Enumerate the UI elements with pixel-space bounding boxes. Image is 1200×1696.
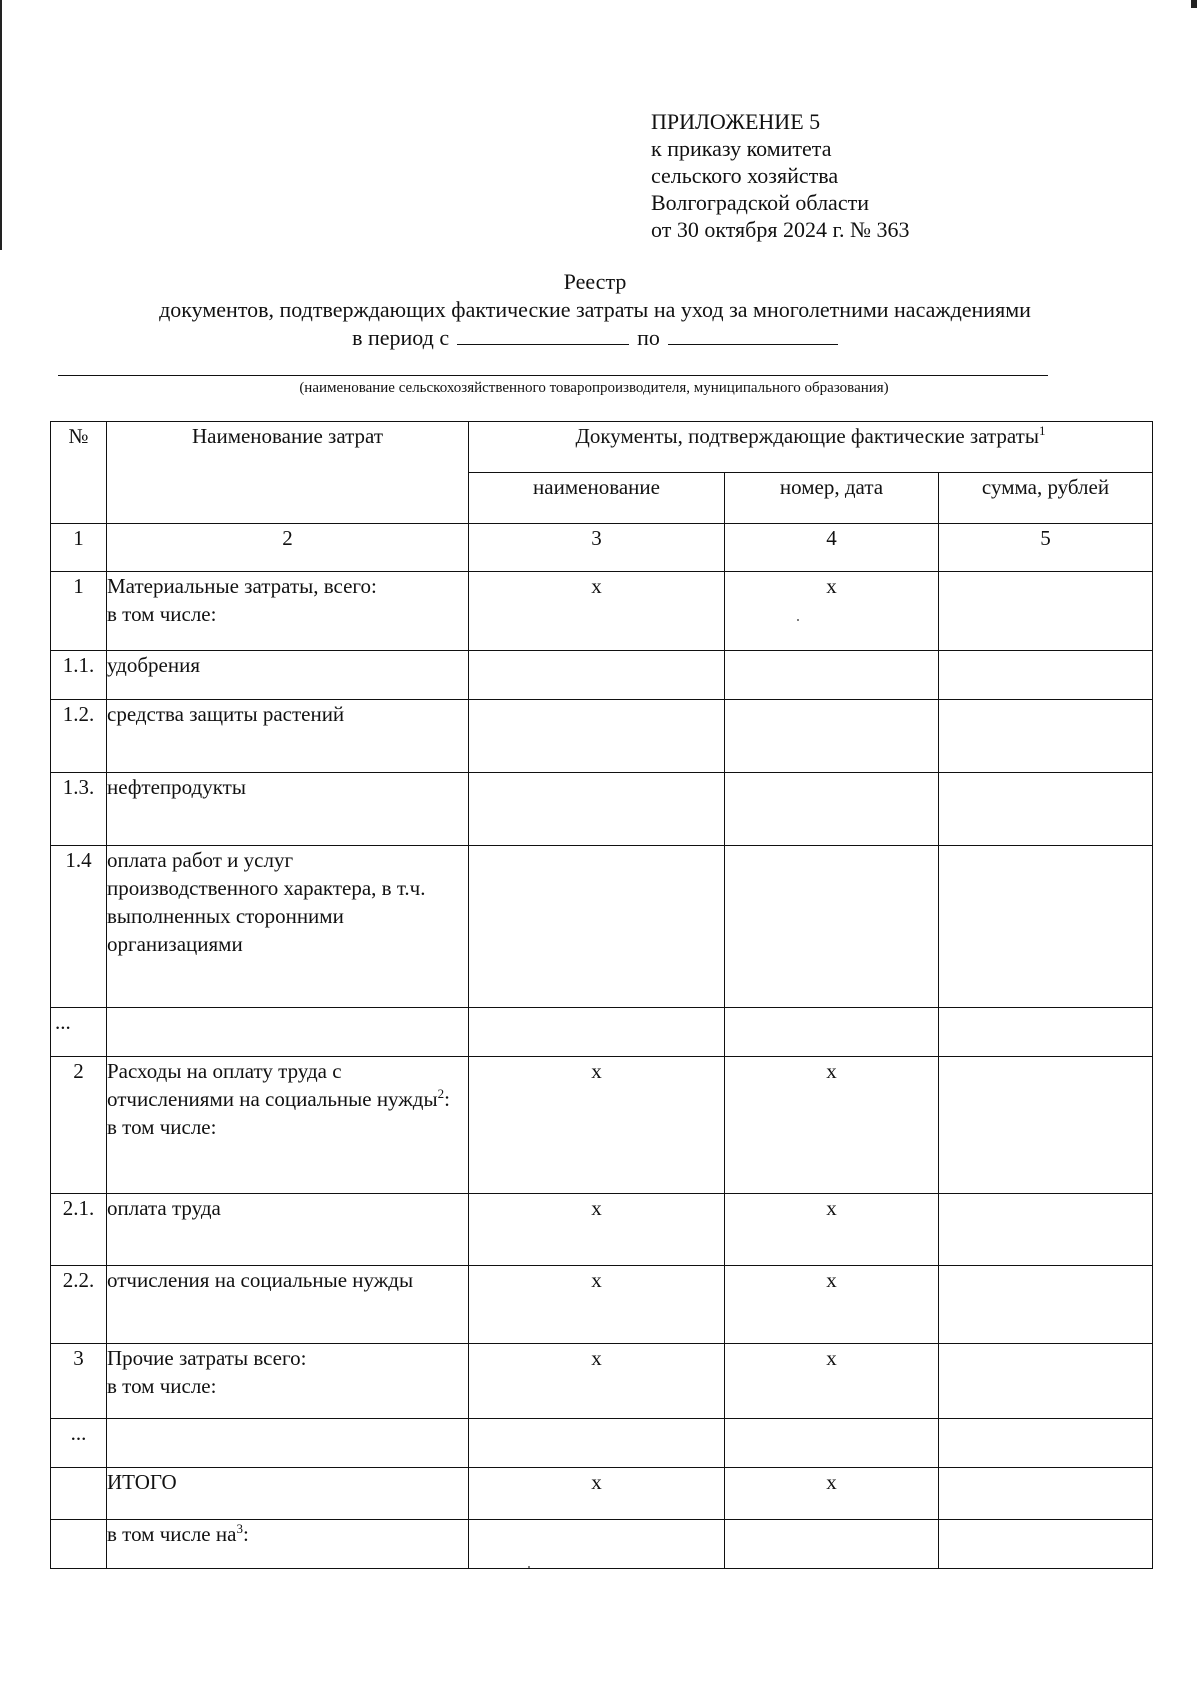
header-cost-name	[107, 422, 469, 524]
header-cost-name-label: Наименование затрат	[191, 424, 384, 448]
row-cost-name-colon: :	[242, 1522, 249, 1546]
appendix-line: к приказу комитета	[651, 136, 832, 161]
table-header-row	[51, 422, 1153, 473]
table-row	[51, 1520, 1153, 1569]
header-doc-number-date	[725, 473, 939, 524]
row-doc-sum	[939, 1266, 1153, 1344]
row-doc-sum	[939, 773, 1153, 846]
row-doc-sum	[939, 1468, 1153, 1520]
row-num: 2.1.	[51, 1194, 107, 1266]
row-doc-sum	[939, 1057, 1153, 1194]
column-number: 5	[939, 524, 1153, 572]
period-start-blank	[457, 324, 629, 345]
row-cost-name-text: ИТОГО	[107, 1470, 177, 1494]
row-cost-name-text: оплата труда	[107, 1196, 221, 1220]
row-num	[51, 1468, 107, 1520]
table-row	[51, 1057, 1153, 1194]
title-line-1: Реестр	[563, 269, 627, 294]
row-cost-name-subtext: в том числе:	[107, 1115, 217, 1139]
scan-speck	[528, 1566, 530, 1568]
appendix-line: сельского хозяйства	[651, 163, 839, 188]
header-doc-sum	[939, 473, 1153, 524]
row-cost-name	[107, 572, 469, 651]
appendix-line: Волгоградской области	[651, 190, 869, 215]
appendix-line: от 30 октября 2024 г. № 363	[651, 217, 910, 242]
row-doc-number-date	[725, 1520, 939, 1569]
header-doc-number-date-label: номер, дата	[779, 475, 884, 499]
row-doc-sum	[939, 846, 1153, 1008]
row-doc-sum	[939, 1520, 1153, 1569]
period-line	[60, 324, 1130, 352]
appendix-header	[651, 108, 910, 243]
document-title	[60, 268, 1130, 352]
cost-registry-table	[50, 421, 1153, 1569]
appendix-line: ПРИЛОЖЕНИЕ 5	[651, 109, 821, 134]
row-num: 1	[51, 572, 107, 651]
row-cost-name	[107, 1344, 469, 1419]
row-num: 1.1.	[51, 651, 107, 700]
row-doc-name: x	[469, 1468, 725, 1520]
header-doc-sum-label: сумма, рублей	[981, 475, 1110, 499]
row-num: 1.4	[51, 846, 107, 1008]
table-row	[51, 651, 1153, 700]
scan-speck	[797, 619, 799, 621]
row-doc-number-date	[725, 700, 939, 773]
row-cost-name	[107, 700, 469, 773]
table-row	[51, 1266, 1153, 1344]
column-number: 4	[725, 524, 939, 572]
row-num: ...	[51, 1419, 107, 1468]
row-cost-name-main: Расходы на оплату труда с отчислениями на социальные нужды	[107, 1059, 438, 1111]
row-cost-name-text: оплата работ и услуг производственного характера, в т.ч. выполненных сторонними организациями	[107, 848, 426, 956]
period-middle: по	[637, 325, 660, 350]
row-cost-name	[107, 846, 469, 1008]
row-cost-name-colon: :	[444, 1087, 450, 1111]
title-line-2: документов, подтверждающих фактические затраты на уход за многолетними насаждениями	[159, 297, 1031, 322]
row-doc-sum	[939, 1008, 1153, 1057]
row-num	[51, 1520, 107, 1569]
row-cost-name	[107, 773, 469, 846]
row-doc-number-date: x	[725, 572, 939, 651]
row-doc-sum	[939, 1419, 1153, 1468]
row-doc-number-date: x	[725, 1057, 939, 1194]
row-doc-name	[469, 1008, 725, 1057]
header-num	[51, 422, 107, 524]
scan-edge-mark	[0, 0, 2, 250]
row-doc-number-date: x	[725, 1194, 939, 1266]
row-cost-name	[107, 1266, 469, 1344]
table-row	[51, 1194, 1153, 1266]
row-cost-name-main: в том числе на	[107, 1522, 237, 1546]
header-num-label: №	[68, 424, 89, 448]
row-cost-name	[107, 1057, 469, 1194]
column-number-row	[51, 524, 1153, 572]
row-doc-number-date	[725, 846, 939, 1008]
row-doc-name	[469, 846, 725, 1008]
row-cost-name	[107, 1008, 469, 1057]
row-cost-name	[107, 1520, 469, 1569]
table-row	[51, 1008, 1153, 1057]
row-doc-sum	[939, 651, 1153, 700]
table-row	[51, 1344, 1153, 1419]
footnote-ref: 1	[1038, 423, 1046, 438]
table-row	[51, 700, 1153, 773]
row-doc-name	[469, 1419, 725, 1468]
row-cost-name-text	[107, 1520, 468, 1548]
row-doc-name	[469, 700, 725, 773]
row-cost-name	[107, 1194, 469, 1266]
column-number: 1	[51, 524, 107, 572]
row-cost-name-subtext: в том числе:	[107, 602, 217, 626]
row-num: 2.2.	[51, 1266, 107, 1344]
header-doc-name	[469, 473, 725, 524]
row-doc-name	[469, 1520, 725, 1569]
row-num: ...	[51, 1008, 107, 1057]
column-number: 3	[469, 524, 725, 572]
scan-corner-mark	[1191, 0, 1197, 8]
row-doc-name: x	[469, 1266, 725, 1344]
row-doc-number-date	[725, 1008, 939, 1057]
row-doc-name: x	[469, 1057, 725, 1194]
producer-name-blank	[58, 375, 1048, 376]
table-row	[51, 1419, 1153, 1468]
footnote-ref: 3	[236, 1521, 243, 1536]
row-doc-number-date: x	[725, 1344, 939, 1419]
row-cost-name-text: удобрения	[107, 653, 201, 677]
row-cost-name-subtext: в том числе:	[107, 1374, 217, 1398]
row-doc-number-date	[725, 651, 939, 700]
row-cost-name-text: Прочие затраты всего:	[107, 1346, 307, 1370]
row-doc-number-date: x	[725, 1266, 939, 1344]
row-cost-name-text	[107, 1057, 468, 1113]
row-doc-sum	[939, 700, 1153, 773]
column-number: 2	[107, 524, 469, 572]
table-row	[51, 572, 1153, 651]
row-doc-name	[469, 773, 725, 846]
table-row	[51, 846, 1153, 1008]
row-cost-name	[107, 1468, 469, 1520]
row-num: 1.3.	[51, 773, 107, 846]
footnote-ref: 2	[437, 1086, 445, 1101]
row-num: 3	[51, 1344, 107, 1419]
row-cost-name	[107, 1419, 469, 1468]
period-end-blank	[668, 324, 838, 345]
row-cost-name-text: Материальные затраты, всего:	[107, 574, 377, 598]
table-row	[51, 773, 1153, 846]
row-doc-name: x	[469, 1344, 725, 1419]
row-doc-name: x	[469, 572, 725, 651]
header-doc-name-label: наименование	[533, 475, 660, 499]
row-doc-number-date: x	[725, 1468, 939, 1520]
row-doc-sum	[939, 1344, 1153, 1419]
header-documents-label: Документы, подтверждающие фактические затраты	[575, 424, 1039, 448]
row-doc-name: x	[469, 1194, 725, 1266]
row-num: 1.2.	[51, 700, 107, 773]
row-num: 2	[51, 1057, 107, 1194]
period-prefix: в период с	[352, 325, 450, 350]
producer-caption: (наименование сельскохозяйственного товаропроизводителя, муниципального образования)	[299, 380, 889, 396]
row-cost-name-text: нефтепродукты	[107, 775, 246, 799]
row-cost-name-text: отчисления на социальные нужды	[107, 1268, 414, 1292]
row-doc-sum	[939, 1194, 1153, 1266]
row-cost-name	[107, 651, 469, 700]
row-doc-sum	[939, 572, 1153, 651]
row-doc-number-date	[725, 1419, 939, 1468]
row-cost-name-text: средства защиты растений	[107, 702, 345, 726]
header-documents	[469, 422, 1153, 473]
row-doc-name	[469, 651, 725, 700]
table-row-total	[51, 1468, 1153, 1520]
row-doc-number-date	[725, 773, 939, 846]
